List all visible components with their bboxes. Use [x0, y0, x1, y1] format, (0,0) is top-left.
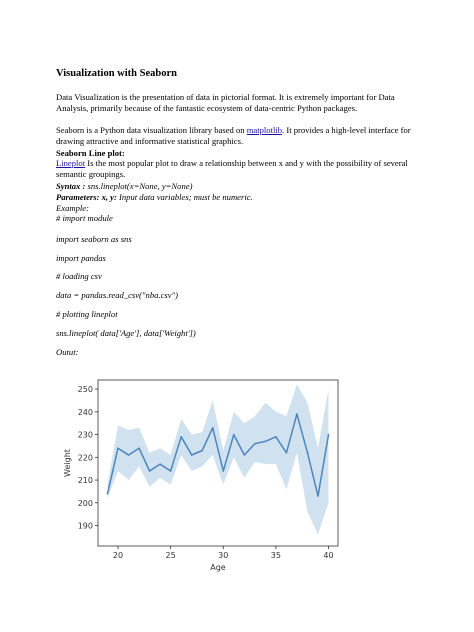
lineplot-description: [56, 158, 428, 180]
x-tick-label: 25: [165, 551, 176, 560]
x-tick-label: 20: [112, 551, 124, 560]
y-tick-label: 220: [77, 453, 93, 463]
y-tick-label: 200: [77, 498, 93, 508]
example-label: Example:: [56, 203, 89, 213]
lineplot-link[interactable]: Lineplot: [56, 158, 86, 168]
data-point: [233, 434, 235, 436]
parameters-value: Input data variables; must be numeric.: [116, 192, 253, 202]
confidence-band: [108, 385, 329, 535]
data-point: [191, 454, 193, 456]
data-point: [307, 452, 309, 454]
y-tick-label: 210: [77, 476, 93, 486]
data-point: [254, 443, 256, 445]
data-point: [149, 470, 151, 472]
seaborn-desc-text: Seaborn is a Python data visualization library based on: [56, 125, 247, 135]
data-point: [244, 454, 246, 456]
code-line: import seaborn as sns: [56, 234, 132, 244]
lineplot-desc-text: Is the most popular plot to draw a relationship between x and y with the possibility of several semantic groupings.: [56, 158, 408, 179]
page-title: Visualization with Seaborn: [56, 68, 177, 79]
matplotlib-link[interactable]: matplotlib: [246, 125, 283, 135]
x-axis-label: Age: [210, 563, 226, 572]
code-line: import pandas: [56, 253, 106, 263]
data-point: [296, 413, 298, 415]
data-point: [222, 470, 224, 472]
y-tick-label: 190: [77, 521, 93, 531]
code-line: # plotting lineplot: [56, 309, 118, 319]
data-point: [128, 454, 130, 456]
syntax-line: [56, 181, 192, 192]
section-heading: Seaborn Line plot:: [56, 148, 125, 158]
parameters-line: [56, 192, 253, 203]
data-point: [328, 434, 330, 436]
seaborn-description: [56, 125, 428, 147]
data-point: [117, 447, 119, 449]
data-point: [265, 441, 267, 443]
data-point: [212, 427, 214, 429]
code-line: sns.lineplot( data['Age'], data['Weight']): [56, 328, 196, 338]
line-chart: [62, 372, 352, 574]
data-point: [286, 452, 288, 454]
x-tick-label: 30: [218, 551, 229, 560]
data-point: [201, 450, 203, 452]
y-tick-label: 230: [77, 430, 93, 440]
data-point: [159, 463, 161, 465]
data-point: [317, 495, 319, 497]
intro-paragraph: Data Visualization is the presentation of data in pictorial format. It is extremely important for Data Analysis, primarily because of the fantastic ecosystem of data-centric Python packages.: [56, 92, 395, 113]
code-line: data = pandas.read_csv("nba.csv"): [56, 290, 179, 300]
data-point: [180, 436, 182, 438]
data-point: [138, 447, 140, 449]
output-label: Outut:: [56, 347, 79, 357]
data-point: [275, 436, 277, 438]
code-line: # import module: [56, 213, 113, 223]
y-axis-label: Weight: [63, 449, 72, 477]
x-tick-label: 35: [270, 551, 281, 560]
parameters-label: Parameters: x, y:: [56, 192, 117, 202]
y-tick-label: 250: [77, 385, 93, 395]
plot-area: [107, 385, 330, 535]
x-tick-label: 40: [323, 551, 334, 560]
syntax-value: sns.lineplot(x=None, y=None): [87, 181, 193, 191]
code-line: # loading csv: [56, 271, 102, 281]
data-point: [170, 470, 172, 472]
syntax-label: Syntax :: [56, 181, 88, 191]
y-tick-label: 240: [77, 407, 93, 417]
seaborn-desc-text-end: . It provides a high-level interface for drawing attractive and informative statistical graphics.: [56, 125, 411, 146]
data-point: [107, 493, 109, 495]
